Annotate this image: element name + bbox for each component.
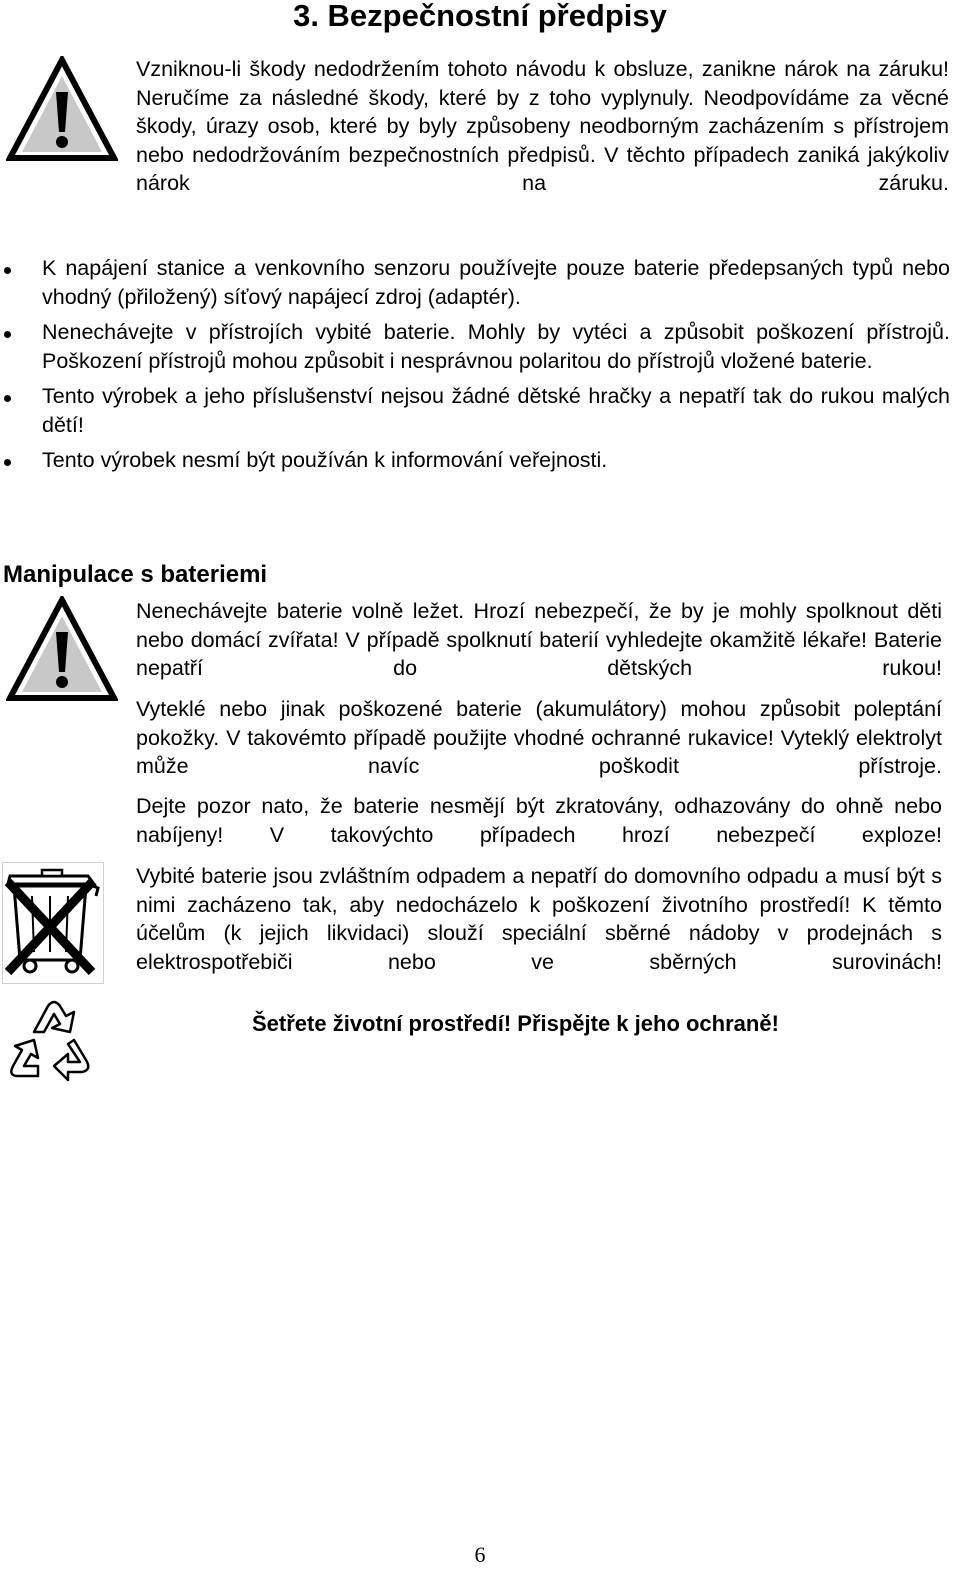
bullet-icon (4, 331, 11, 338)
safety-list (0, 254, 960, 475)
intro-paragraph: Vzniknou-li škody nedodržením tohoto návodu k obsluze, zanikne nárok na záruku! Neručíme za následné škody, které by z toho vyplynuly. Neodpovídáme za věcné škody, úrazy osob, které by byly způsobeny neodborným zacházením s přístrojem nebo nedodržováním bezpečnostních předpisů. V těchto případech zaniká jakýkoliv nárok na záruku. (136, 57, 949, 195)
battery-paragraph: Nenechávejte baterie volně ležet. Hrozí nebezpečí, že by je mohly spolknout děti nebo domácí zvířata! V případě spolknutí baterií vyhledejte okamžitě lékaře! Baterie nepatří do dětských rukou! (136, 599, 942, 680)
list-item: K napájení stanice a venkovního senzoru používejte pouze baterie předepsaných typů nebo vhodný (přiložený) síťový napájecí zdroj (adaptér). (0, 254, 960, 311)
battery-paragraph: Dejte pozor nato, že baterie nesmějí být zkratovány, odhazovány do ohně nebo nabíjeny! V takovýchto případech hrozí nebezpečí exploze! (136, 794, 942, 847)
list-item: Tento výrobek nesmí být používán k informování veřejnosti. (0, 446, 960, 475)
battery-paragraph: Vyteklé nebo jinak poškozené baterie (akumulátory) mohou způsobit poleptání pokožky. V takovémto případě použijte vhodné ochranné rukavice! Vyteklý elektrolyt může navíc poškodit přístroje. (136, 697, 942, 778)
list-item: Nenechávejte v přístrojích vybité baterie. Mohly by vytéci a způsobit poškození přístrojů. Poškození přístrojů mohou způsobit i nesprávnou polaritou do přístrojů vložené baterie. (0, 318, 960, 375)
bullet-icon (4, 267, 11, 274)
crossed-out-wheelie-bin-icon (2, 862, 104, 984)
slogan: Šetřete životní prostředí! Přispějte k jeho ochraně! (252, 1011, 779, 1036)
list-item: Tento výrobek a jeho příslušenství nejsou žádné dětské hračky a nepatří tak do rukou malých dětí! (0, 382, 960, 439)
warning-triangle-icon (6, 596, 118, 702)
bullet-icon (4, 459, 11, 466)
page-title: 3. Bezpečnostní předpisy (293, 0, 667, 33)
battery-paragraph: Vybité baterie jsou zvláštním odpadem a nepatří do domovního odpadu a musí být s nimi zacházeno tak, aby nedocházelo k poškození životního prostředí! K těmto účelům (k jejich likvidaci) slouží speciální sběrné nádoby v prodejnách s elektrospotřebiči nebo ve sběrných surovinách! (136, 864, 942, 974)
recycling-arrows-icon (4, 992, 104, 1084)
page-number: 6 (474, 1542, 486, 1567)
warning-triangle-icon (6, 56, 118, 162)
bullet-icon (4, 395, 11, 402)
section-heading: Manipulace s bateriemi (3, 561, 268, 588)
